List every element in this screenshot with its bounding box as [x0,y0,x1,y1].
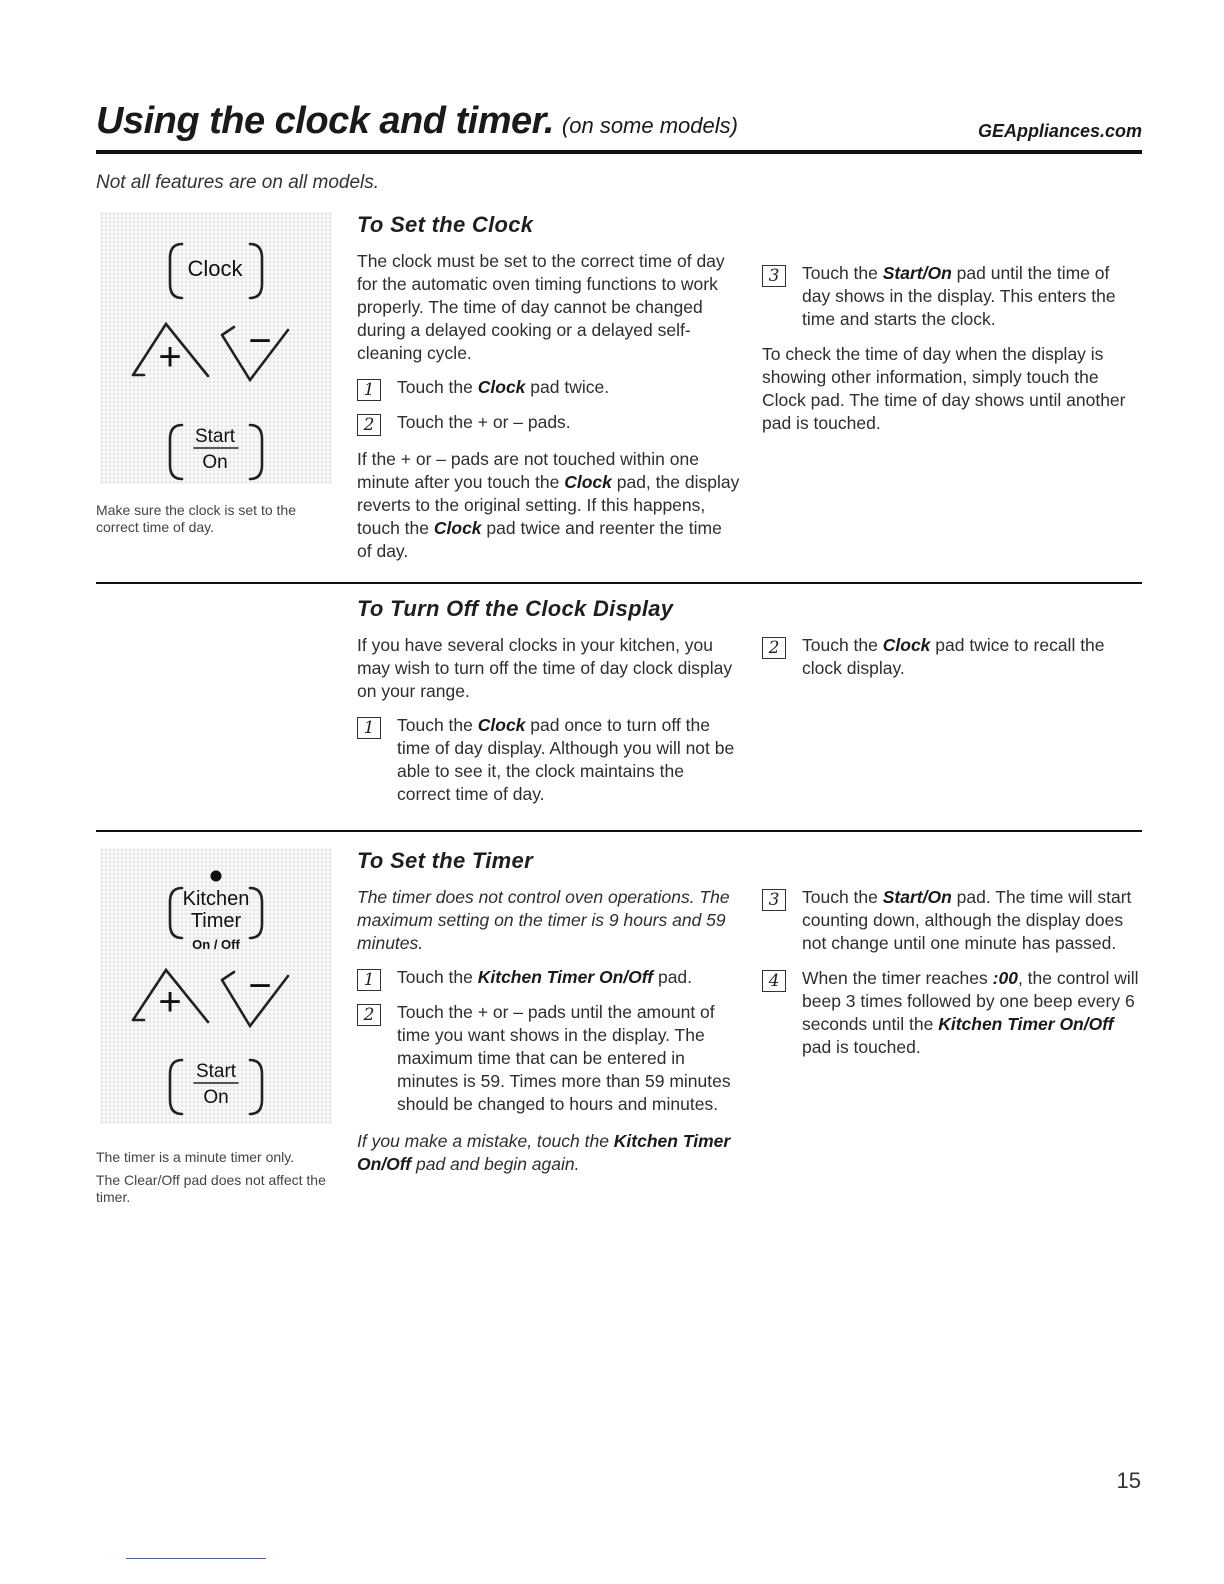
timer-caption-1: The timer is a minute timer only. [96,1149,295,1165]
set-timer-step-1: 1 Touch the Kitchen Timer On/Off pad. [357,966,741,989]
set-timer-intro: The timer does not control oven operations. The maximum setting on the timer is 9 hours and 59 minutes. [357,887,730,953]
step-number: 1 [357,717,381,739]
page-title-suffix: (on some models) [561,113,738,138]
page-title-main: Using the clock and timer. [96,100,554,142]
turn-off-step-2: 2 Touch the Clock pad twice to recall the clock display. [762,634,1142,680]
step-number: 1 [357,969,381,991]
minus-pad-label[interactable]: − [248,964,272,1008]
plus-pad-label[interactable]: + [158,335,182,379]
set-timer-column-left [357,886,741,1187]
timer-indicator-dot [211,871,222,882]
set-clock-step-2: 2 Touch the + or – pads. [357,411,741,434]
set-timer-step-4: 4 When the timer reaches :00, the control will beep 3 times followed by one beep every 6 seconds until the Kitchen Timer On/Off pad is touched. [762,967,1142,1059]
set-clock-step-3: 3 Touch the Start/On pad until the time of day shows in the display. This enters the time and starts the clock. [762,262,1142,331]
step-number: 3 [762,265,786,287]
start-pad-label-top[interactable]: Start [195,1061,237,1082]
timer-control-panel-illustration [100,848,332,1124]
set-timer-step-3: 3 Touch the Start/On pad. The time will start counting down, although the display does not change until one minute has passed. [762,886,1142,955]
step-number: 2 [762,637,786,659]
on-off-label: On / Off [192,937,240,952]
section-title-turn-off: To Turn Off the Clock Display [357,596,674,621]
set-clock-column-right [762,262,1142,446]
page-subtitle: Not all features are on all models. [96,172,380,193]
header-rule [96,150,1142,154]
step-number: 1 [357,379,381,401]
set-clock-column-left [357,250,741,574]
start-pad-label-bottom[interactable]: On [202,452,228,473]
timer-caption-2: The Clear/Off pad does not affect the timer. [96,1172,326,1205]
page-title [96,100,738,143]
section-title-set-timer: To Set the Timer [357,848,533,873]
kitchen-pad-label[interactable]: Kitchen [182,888,250,910]
start-pad-label-bottom[interactable]: On [203,1087,229,1108]
set-clock-note: If the + or – pads are not touched within one minute after you touch the Clock pad, the display reverts to the original setting. If this happens, touch the Clock pad twice and reenter the time of day. [357,449,740,561]
clock-panel-graphic [100,212,332,484]
set-clock-intro: The clock must be set to the correct time of day for the automatic oven timing functions to work properly. The time of day cannot be changed during a delayed cooking or a delayed self-cleaning cycle. [357,251,725,363]
clock-caption: Make sure the clock is set to the correct time of day. [96,502,296,535]
step-number: 3 [762,889,786,911]
turn-off-intro: If you have several clocks in your kitchen, you may wish to turn off the time of day clock display on your range. [357,635,733,701]
page-number: 15 [1116,1468,1141,1493]
set-timer-step-2: 2 Touch the + or – pads until the amount of time you want shows in the display. The maximum time that can be entered in minutes is 59. Times more than 59 minutes should be changed to hours and minutes. [357,1001,741,1116]
section-divider-1 [96,582,1142,584]
section-divider-2 [96,830,1142,832]
timer-panel-graphic [100,848,332,1124]
section-title-set-clock: To Set the Clock [357,212,534,237]
set-clock-step-1: 1 Touch the Clock pad twice. [357,376,741,399]
step-number: 2 [357,1004,381,1026]
website-link[interactable]: GEAppliances.com [977,121,1142,141]
step-number: 2 [357,414,381,436]
set-timer-column-right [762,886,1142,1071]
clock-pad-label[interactable]: Clock [187,256,243,281]
step-number: 4 [762,970,786,992]
plus-pad-label[interactable]: + [158,980,182,1024]
turn-off-step-1: 1 Touch the Clock pad once to turn off the time of day display. Although you will not be able to see it, the clock maintains the correct time of day. [357,714,741,806]
minus-pad-label[interactable]: − [248,319,272,363]
start-pad-label-top[interactable]: Start [194,426,236,447]
set-clock-check-note: To check the time of day when the display is showing other information, simply touch the Clock pad. The time of day shows until another pad is touched. [762,344,1126,433]
turn-off-column-right [762,634,1142,692]
timer-pad-label[interactable]: Timer [190,910,242,932]
footer-link-underline [126,1558,266,1559]
turn-off-column-left [357,634,741,818]
set-timer-mistake-note: If you make a mistake, touch the Kitchen Timer On/Off pad and begin again. [357,1131,731,1174]
clock-control-panel-illustration [100,212,332,484]
